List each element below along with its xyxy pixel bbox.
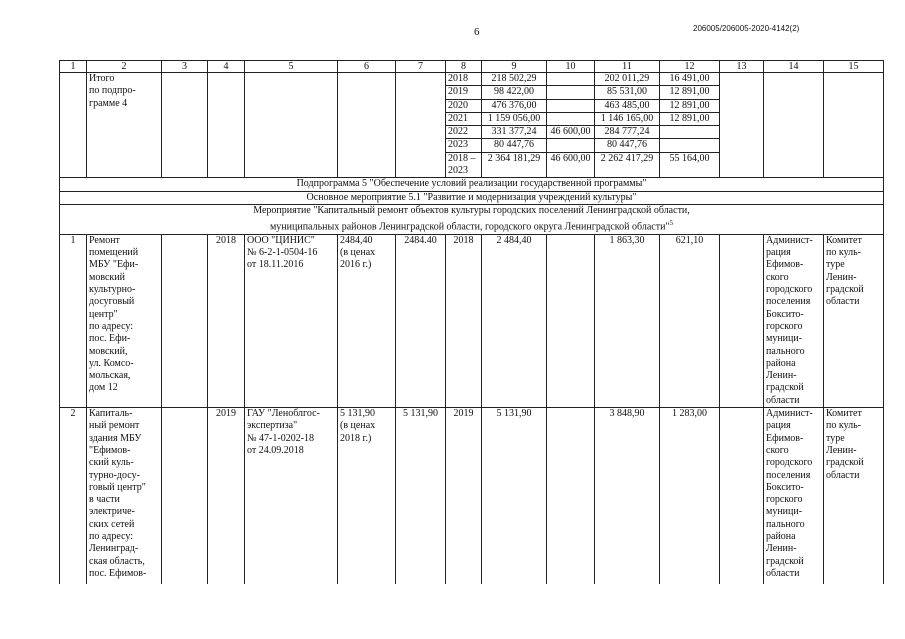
year-cell: 2023	[446, 139, 482, 152]
section-row	[60, 204, 884, 234]
coordinator-cell: Комитет по куль- туре Ленин- градской области	[824, 408, 884, 584]
amount-cell: 5 131,90	[396, 408, 446, 584]
amount-cell: 1 863,30	[595, 234, 660, 407]
year-cell: 2018	[208, 234, 245, 407]
item-number: 1	[60, 234, 87, 407]
cell	[396, 73, 446, 178]
activity-text: Мероприятие "Капитальный ремонт объектов культуры городских поселений Ленинградской области, муниципальных районов Ленинградской области, городского округа Ленинградской области"	[253, 204, 690, 233]
header-cell: 14	[764, 61, 824, 73]
amount-cell	[660, 139, 720, 152]
amount-cell: 46 600,00	[547, 152, 595, 178]
header-cell: 6	[338, 61, 396, 73]
amount-cell: 80 447,76	[595, 139, 660, 152]
cell	[162, 408, 208, 584]
header-cell: 2	[87, 61, 162, 73]
document-code: 206005/206005-2020-4142(2)	[693, 24, 800, 33]
header-cell: 10	[547, 61, 595, 73]
header-cell: 15	[824, 61, 884, 73]
section-row	[60, 178, 884, 191]
cell	[162, 73, 208, 178]
header-cell: 3	[162, 61, 208, 73]
header-row	[60, 61, 884, 73]
amount-cell: 55 164,00	[660, 152, 720, 178]
year-cell: 2018	[446, 73, 482, 86]
expertise-cell: ГАУ "Леноблгос- экспертиза" № 47-1-0202-18 от 24.09.2018	[245, 408, 338, 584]
amount-cell: 98 422,00	[482, 86, 547, 99]
amount-cell: 621,10	[660, 234, 720, 407]
amount-cell	[547, 86, 595, 99]
amount-cell	[547, 73, 595, 86]
year-cell: 2019	[446, 408, 482, 584]
cell	[824, 73, 884, 178]
header-cell: 4	[208, 61, 245, 73]
amount-cell: 284 777,24	[595, 126, 660, 139]
expertise-cell: ООО "ЦИНИС" № 6-2-1-0504-16 от 18.11.2016	[245, 234, 338, 407]
amount-cell: 476 376,00	[482, 99, 547, 112]
amount-cell: 3 848,90	[595, 408, 660, 584]
year-cell: 2019	[446, 86, 482, 99]
amount-cell	[547, 139, 595, 152]
year-cell: 2020	[446, 99, 482, 112]
cell	[720, 234, 764, 407]
main-activity-title: Основное мероприятие 5.1 "Развитие и модернизация учреждений культуры"	[60, 191, 884, 204]
amount-cell: 1 146 165,00	[595, 112, 660, 125]
amount-cell: 2484.40	[396, 234, 446, 407]
amount-cell: 80 447,76	[482, 139, 547, 152]
year-cell: 2018 – 2023	[446, 152, 482, 178]
header-cell: 1	[60, 61, 87, 73]
subprogram-title: Подпрограмма 5 "Обеспечение условий реализации государственной программы"	[60, 178, 884, 191]
item-number: 2	[60, 408, 87, 584]
cell	[720, 73, 764, 178]
year-cell: 2019	[208, 408, 245, 584]
item-name: Капиталь- ный ремонт здания МБУ "Ефимов- ский куль- турно-досу- говый центр" в части электриче- ских сетей по адресу: Ленинград- ская область, пос. Ефимов-	[87, 408, 162, 584]
header-cell: 9	[482, 61, 547, 73]
amount-cell: 12 891,00	[660, 99, 720, 112]
amount-cell: 2 364 181,29	[482, 152, 547, 178]
amount-cell: 46 600,00	[547, 126, 595, 139]
header-cell: 8	[446, 61, 482, 73]
cell	[720, 408, 764, 584]
amount-cell: 1 283,00	[660, 408, 720, 584]
amount-cell: 2 484,40	[482, 234, 547, 407]
amount-cell	[547, 234, 595, 407]
amount-cell: 12 891,00	[660, 86, 720, 99]
cost-cell: 2484,40 (в ценах 2016 г.)	[338, 234, 396, 407]
coordinator-cell: Комитет по куль- туре Ленин- градской области	[824, 234, 884, 407]
amount-cell: 5 131,90	[482, 408, 547, 584]
cell	[245, 73, 338, 178]
header-cell: 5	[245, 61, 338, 73]
amount-cell	[547, 112, 595, 125]
itogo-label: Итого по подпро- грамме 4	[87, 73, 162, 178]
table-row	[60, 73, 884, 86]
amount-cell: 218 502,29	[482, 73, 547, 86]
cell	[764, 73, 824, 178]
page-number: 6	[474, 26, 480, 38]
header-cell: 11	[595, 61, 660, 73]
footnote-mark: 5	[669, 219, 674, 228]
amount-cell: 12 891,00	[660, 112, 720, 125]
item-name: Ремонт помещений МБУ "Ефи- мовский культурно- досуговый центр" по адресу: пос. Ефи- мовский, ул. Комсо- мольская, дом 12	[87, 234, 162, 407]
responsible-cell: Админист- рация Ефимов- ского городского поселения Боксито- горского муници- пального района Ленин- градской области	[764, 408, 824, 584]
cost-cell: 5 131,90 (в ценах 2018 г.)	[338, 408, 396, 584]
header-cell: 12	[660, 61, 720, 73]
amount-cell	[660, 126, 720, 139]
table-row	[60, 408, 884, 584]
header-cell: 13	[720, 61, 764, 73]
amount-cell: 202 011,29	[595, 73, 660, 86]
cell	[208, 73, 245, 178]
amount-cell	[547, 408, 595, 584]
cell	[338, 73, 396, 178]
cell	[60, 73, 87, 178]
header-cell: 7	[396, 61, 446, 73]
cell	[162, 234, 208, 407]
amount-cell: 16 491,00	[660, 73, 720, 86]
responsible-cell: Админист- рация Ефимов- ского городского поселения Боксито- горского муници- пального района Ленин- градской области	[764, 234, 824, 407]
amount-cell	[547, 99, 595, 112]
budget-table	[59, 60, 884, 584]
table-row	[60, 234, 884, 407]
amount-cell: 85 531,00	[595, 86, 660, 99]
year-cell: 2022	[446, 126, 482, 139]
year-cell: 2021	[446, 112, 482, 125]
amount-cell: 463 485,00	[595, 99, 660, 112]
amount-cell: 331 377,24	[482, 126, 547, 139]
amount-cell: 2 262 417,29	[595, 152, 660, 178]
section-row	[60, 191, 884, 204]
activity-title	[60, 204, 884, 234]
year-cell: 2018	[446, 234, 482, 407]
amount-cell: 1 159 056,00	[482, 112, 547, 125]
